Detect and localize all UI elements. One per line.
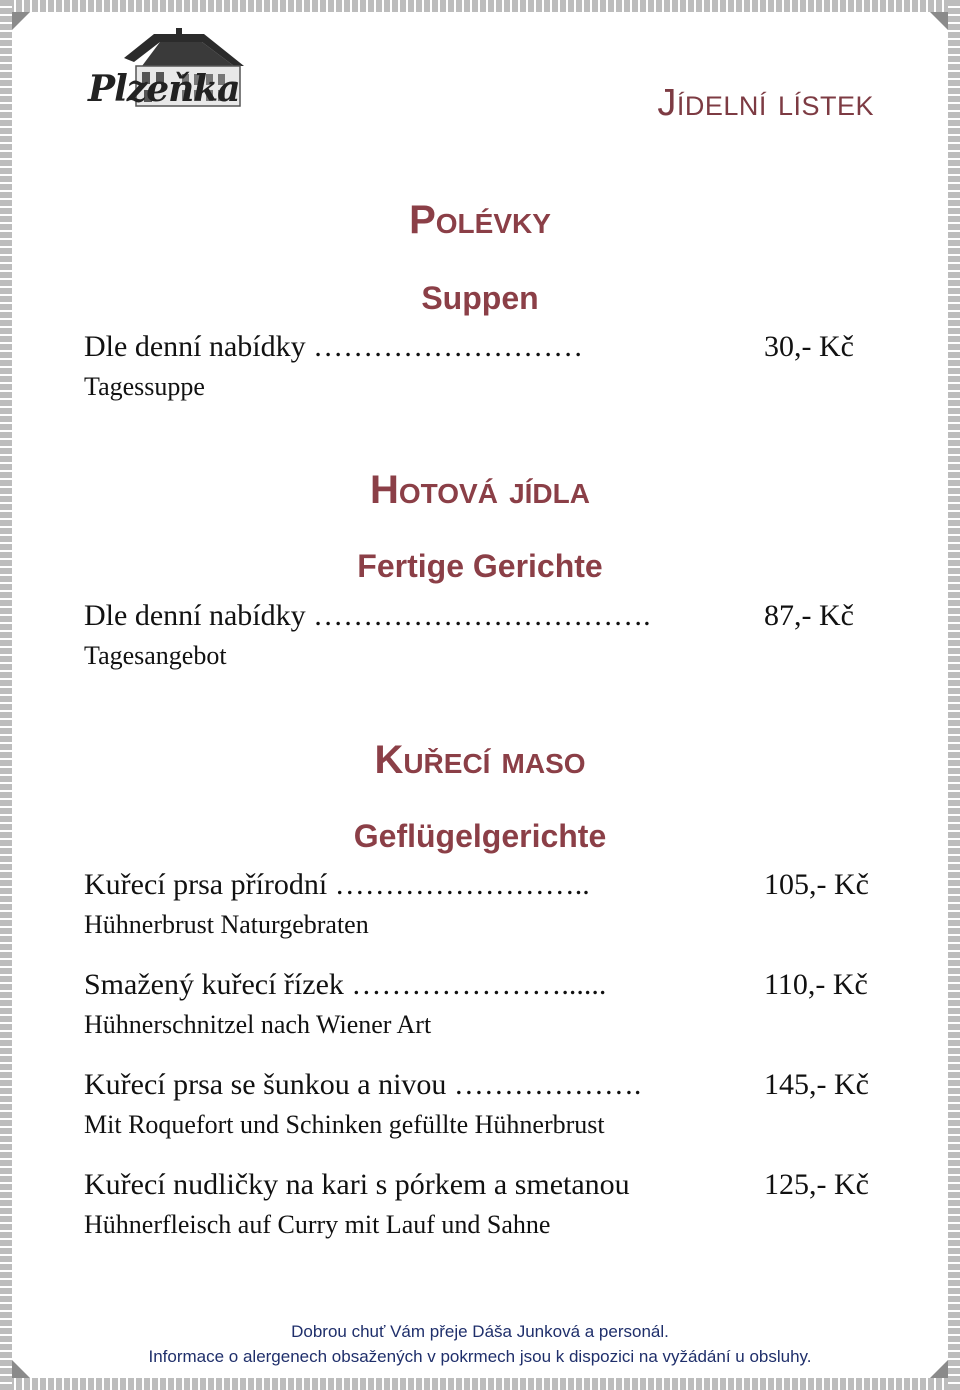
item-translation: Tagesangebot bbox=[84, 641, 227, 670]
item-name: Kuřecí prsa přírodní …………………….. bbox=[84, 868, 590, 901]
frame-top bbox=[0, 0, 960, 12]
section-subtitle-ready-meals: Fertige Gerichte bbox=[357, 548, 603, 584]
section-title-soups: Polévky bbox=[409, 198, 551, 242]
frame-bottom bbox=[0, 1378, 960, 1390]
item-translation: Mit Roquefort und Schinken gefüllte Hühnerbrust bbox=[84, 1110, 605, 1139]
item-name: Dle denní nabídky ……………………… bbox=[84, 330, 584, 363]
item-price: 145,- Kč bbox=[764, 1068, 869, 1101]
page-title: Jídelní lístek bbox=[657, 82, 874, 124]
item-price: 30,- Kč bbox=[764, 330, 854, 363]
footer-greeting: Dobrou chuť Vám přeje Dáša Junková a personál. bbox=[291, 1322, 669, 1341]
section-subtitle-soups: Suppen bbox=[421, 280, 539, 316]
section-title-ready-meals: Hotová jídla bbox=[370, 468, 590, 512]
item-price: 87,- Kč bbox=[764, 599, 854, 632]
corner-ornament bbox=[930, 12, 948, 30]
item-name: Kuřecí nudličky na kari s pórkem a smetanou bbox=[84, 1168, 630, 1201]
item-translation: Hühnerschnitzel nach Wiener Art bbox=[84, 1010, 432, 1039]
item-name: Smažený kuřecí řízek …………………...... bbox=[84, 968, 607, 1001]
item-price: 110,- Kč bbox=[764, 968, 868, 1001]
item-price: 105,- Kč bbox=[764, 868, 869, 901]
item-name: Kuřecí prsa se šunkou a nivou ………………. bbox=[84, 1068, 642, 1101]
corner-ornament bbox=[12, 12, 30, 30]
section-title-chicken: Kuřecí maso bbox=[374, 738, 586, 782]
item-translation: Hühnerfleisch auf Curry mit Lauf und Sahne bbox=[84, 1210, 551, 1239]
item-name: Dle denní nabídky ……………………………. bbox=[84, 599, 651, 632]
section-subtitle-chicken: Geflügelgerichte bbox=[353, 818, 607, 854]
item-price: 125,- Kč bbox=[764, 1168, 869, 1201]
footer-allergen-note: Informace o alergenech obsažených v pokrmech jsou k dispozici na vyžádání u obsluhy. bbox=[148, 1347, 812, 1366]
item-translation: Tagessuppe bbox=[84, 372, 205, 401]
item-translation: Hühnerbrust Naturgebraten bbox=[84, 910, 369, 939]
logo-wordmark: Plzeňka bbox=[88, 68, 240, 110]
